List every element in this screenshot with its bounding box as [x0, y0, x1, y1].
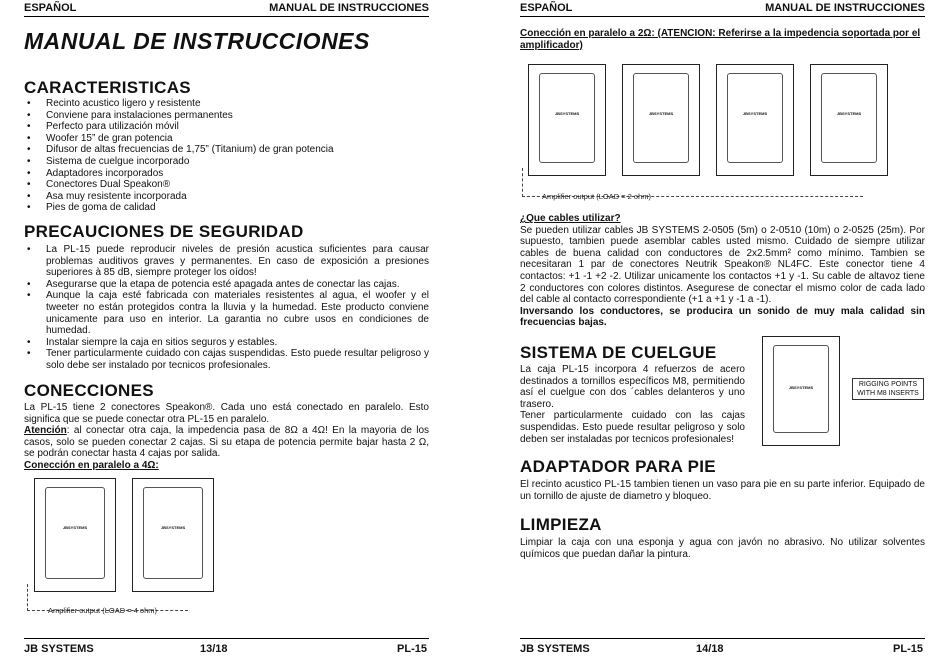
speaker-logo: JBSYSTEMS: [554, 111, 580, 116]
parallel-2ohm-label: Conección en paralelo a 2Ω: (ATENCION: Referirse a la impedencia soportada por el amplificador): [520, 28, 921, 51]
speaker-grill: [727, 73, 783, 163]
section-title-limpieza: LIMPIEZA: [520, 515, 602, 534]
page-footer: [24, 638, 429, 655]
list-item: • Asegurarse que la etapa de potencia esté apagada antes de conectar las cajas.: [24, 279, 429, 291]
parallel-4ohm-diagram: [24, 476, 324, 621]
stand-adapter-text: El recinto acustico PL-15 tambien tienen un vaso para pie en su parte inferior. Equipado de un tornillo de ajuste de diametro y bloqueo.: [520, 479, 925, 502]
list-item: • Sistema de cuelgue incorporado: [24, 156, 429, 168]
list-item: • Asa muy resistente incorporada: [24, 191, 429, 203]
list-item: • Instalar siempre la caja en sitios seguros y estables.: [24, 337, 429, 349]
speaker-logo: JBSYSTEMS: [742, 111, 768, 116]
section-title-adaptador: ADAPTADOR PARA PIE: [520, 457, 716, 476]
parallel-2ohm-diagram: [520, 60, 925, 210]
connections-paragraph-2: : al conectar otra caja, la impedencia pasa de 8Ω a 4Ω! En la mayoria de los casos, solo se pueden conectar 2 cajas. Si su etapa de potencia permite bajar hasta 2 Ω, se podrán conectar hasta 4 cajas por salida.: [24, 425, 429, 460]
list-item: • Perfecto para utilización móvil: [24, 121, 429, 133]
safety-list: [24, 244, 429, 372]
footer-page-number: 14/18: [696, 643, 724, 655]
list-item: • Difusor de altas frecuencias de 1,75” (Titanium) de gran potencia: [24, 144, 429, 156]
speaker-grill: [45, 487, 105, 579]
amplifier-output-caption: Amplifier output (LOAD = 2 ohm): [542, 192, 652, 201]
list-item: • Tener particularmente cuidado con cajas suspendidas. Esto puede resultar peligroso y solo debe ser instalado por tecnicos profesionales.: [24, 348, 429, 371]
speaker-logo: JBSYSTEMS: [788, 385, 814, 390]
parallel-4ohm-label: Conección en paralelo a 4Ω:: [24, 459, 159, 471]
speaker-grill: [633, 73, 689, 163]
speaker-cabinet: [716, 64, 794, 176]
header-title: MANUAL DE INSTRUCCIONES: [765, 2, 925, 14]
list-item: • Pies de goma de calidad: [24, 202, 429, 214]
features-list: [24, 98, 429, 214]
footer-model: PL-15: [397, 643, 427, 655]
footer-brand: JB SYSTEMS: [520, 643, 590, 655]
speaker-logo: JBSYSTEMS: [160, 525, 186, 530]
left-page: [24, 0, 429, 659]
speaker-grill: [539, 73, 595, 163]
list-item: • Woofer 15” de gran potencia: [24, 133, 429, 145]
speaker-cabinet: [528, 64, 606, 176]
list-item: • Aunque la caja esté fabricada con materiales resistentes al agua, el woofer y el tweeter no están protegidos contra la lluvia y la humedad. Este producto conviene unicamente para uso en interior. La garantia no cubre usos en condiciones de humedad.: [24, 290, 429, 336]
section-title-conecciones: CONECCIONES: [24, 381, 154, 400]
speaker-logo: JBSYSTEMS: [62, 525, 88, 530]
speaker-cabinet: [810, 64, 888, 176]
cables-section: [520, 213, 925, 329]
header-language: ESPAÑOL: [520, 2, 573, 14]
speaker-logo: JBSYSTEMS: [836, 111, 862, 116]
speaker-cabinet: [132, 478, 214, 592]
header-language: ESPAÑOL: [24, 2, 77, 14]
cleaning-text: Limpiar la caja con una esponja y agua con javón no abrasivo. No utilizar solventes químicos que puedan dañar la pintura.: [520, 537, 925, 560]
page-header: [24, 2, 429, 17]
section-title-precauciones: PRECAUCIONES DE SEGURIDAD: [24, 222, 304, 241]
rigging-diagram: [760, 334, 925, 449]
speaker-cabinet: [34, 478, 116, 592]
page-footer: [520, 638, 925, 655]
rigging-paragraph-1: La caja PL-15 incorpora 4 refuerzos de acero destinados a tornillos específicos M8, permitiendo así el cuelgue con dos ´cables delanteros y uno trasero.: [520, 364, 745, 410]
manual-title: MANUAL DE INSTRUCCIONES: [24, 28, 370, 54]
speaker-logo: JBSYSTEMS: [648, 111, 674, 116]
amplifier-output-caption: Amplifier output (LOAD = 4 ohm): [48, 606, 158, 615]
list-item: • Conviene para instalaciones permanentes: [24, 110, 429, 122]
speaker-grill: [821, 73, 877, 163]
section-title-caracteristicas: CARACTERISTICAS: [24, 78, 191, 97]
list-item: • La PL-15 puede reproducir niveles de presión acustica suficientes para causar problemas auditivos graves y permanentes. En caso de exposición a presiones superiores à 85 dB, siempre proteger los oídos!: [24, 244, 429, 279]
rigging-paragraph-2: Tener particularmente cuidado con las cajas suspendidas. Esto puede resultar peligroso y solo deben ser instaladas por tecnicos profesionales!: [520, 410, 745, 445]
page-header: [520, 2, 925, 17]
connections-paragraph-1: La PL-15 tiene 2 conectores Speakon®. Cada uno está conectado en paralelo. Esto significa que se puede conectar otra PL-15 en paralelo.: [24, 402, 429, 425]
footer-model: PL-15: [893, 643, 923, 655]
rigging-text: [520, 364, 745, 445]
cables-body: Se pueden utilizar cables JB SYSTEMS 2-0505 (5m) o 2-0510 (10m) o 2-0525 (25m). Por supuesto, tambien puede asemblar cables usted mismo. Cuidado de siempre utilizar cables de buena calidad con conductores de 2x2.5mm² como mínimo. Tambien se necesitaran 1 par de conectores Neutrik Speakon® NL4FC. Este conector tiene 4 contactos: +1 -1 +2 -2. Utilizar unicamente los contactos +1 y -1. Su cable de altavoz tiene 2 conductores con colores distintos. Asegurese de conectar el mismo color de cada lado del cable al contacto correspondiente (+1 a +1 y -1 a -1).: [520, 224, 925, 306]
footer-page-number: 13/18: [200, 643, 228, 655]
right-page: [520, 0, 925, 659]
connections-text: [24, 402, 429, 472]
speaker-cabinet: [622, 64, 700, 176]
list-item: • Recinto acustico ligero y resistente: [24, 98, 429, 110]
list-item: • Adaptadores incorporados: [24, 168, 429, 180]
list-item: • Conectores Dual Speakon®: [24, 179, 429, 191]
section-title-cuelgue: SISTEMA DE CUELGUE: [520, 343, 717, 362]
header-title: MANUAL DE INSTRUCCIONES: [269, 2, 429, 14]
cables-title: ¿Que cables utilizar?: [520, 213, 621, 224]
speaker-cabinet: [762, 336, 840, 446]
footer-brand: JB SYSTEMS: [24, 643, 94, 655]
speaker-grill: [143, 487, 203, 579]
cables-warning: Inversando los conductores, se producira un sonido de muy mala calidad sin frecuencias bajas.: [520, 305, 925, 329]
rigging-points-callout: RIGGING POINTS WITH M8 INSERTS: [852, 378, 924, 400]
attention-label: Atención: [24, 425, 67, 437]
